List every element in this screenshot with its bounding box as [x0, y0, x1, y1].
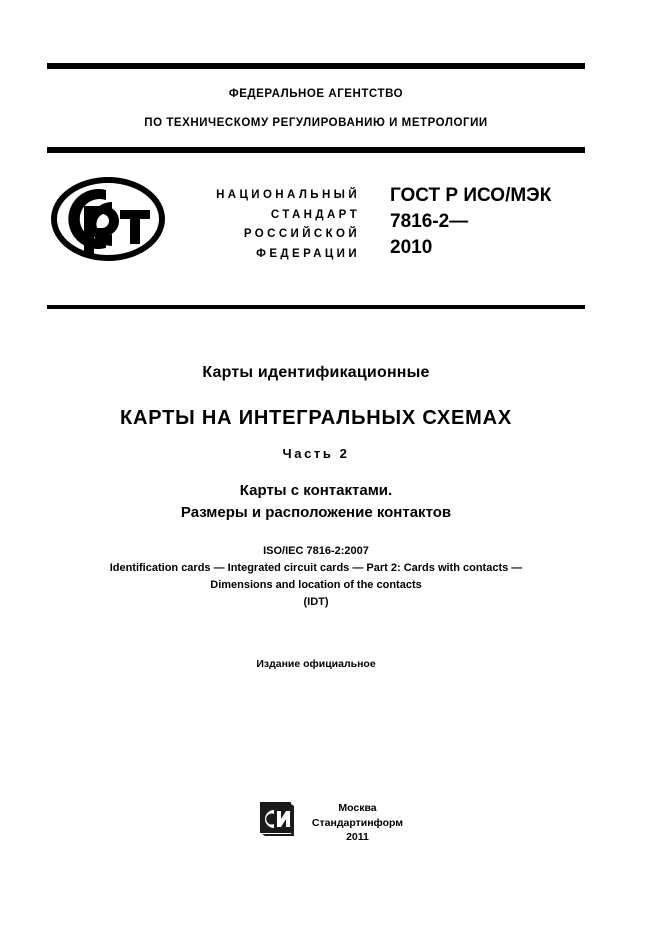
federal-agency-line-1: ФЕДЕРАЛЬНОЕ АГЕНТСТВО [228, 88, 404, 100]
gost-r-logo [50, 176, 166, 262]
federal-agency-line-2: ПО ТЕХНИЧЕСКОМУ РЕГУЛИРОВАНИЮ И МЕТРОЛОГИИ [144, 117, 488, 129]
standartinform-logo [258, 800, 296, 840]
national-standard-line-3: РОССИЙСКОЙ [243, 228, 360, 240]
header-rule-top [47, 63, 585, 69]
national-standard-label [150, 186, 360, 264]
document-description-line-1: Карты с контактами. [239, 482, 393, 499]
english-title-line-1: Identification cards — Integrated circuit cards — Part 2: Cards with contacts — [109, 562, 523, 574]
document-main-title: КАРТЫ НА ИНТЕГРАЛЬНЫХ СХЕМАХ [119, 407, 513, 429]
standard-designation-line-3: 2010 [390, 237, 433, 258]
english-equivalent-block [47, 543, 585, 611]
standard-designation [390, 183, 590, 261]
header-rule-second [47, 147, 585, 153]
document-subtitle: Карты идентификационные [202, 364, 430, 381]
document-description-line-2: Размеры и расположение контактов [180, 504, 452, 521]
official-edition-label: Издание официальное [256, 658, 376, 670]
publisher-city: Москва [338, 802, 377, 814]
standard-designation-line-1: ГОСТ Р ИСО/МЭК [390, 185, 552, 206]
national-standard-line-2: СТАНДАРТ [270, 208, 360, 221]
english-standard-number: ISO/IEC 7816-2:2007 [263, 545, 369, 557]
publisher-block [0, 800, 661, 845]
standard-designation-line-2: 7816-2— [390, 211, 469, 232]
national-standard-line-4: ФЕДЕРАЦИИ [256, 247, 360, 260]
header-rule-third [47, 305, 585, 309]
publisher-name: Стандартинформ [311, 816, 404, 829]
document-part-label: Часть 2 [282, 446, 350, 461]
publisher-year: 2011 [346, 831, 369, 843]
english-equivalence-degree: (IDT) [303, 596, 329, 608]
publisher-text [312, 800, 403, 845]
national-standard-line-1: НАЦИОНАЛЬНЫЙ [216, 189, 360, 201]
english-title-line-2: Dimensions and location of the contacts [210, 579, 422, 591]
document-description [47, 480, 585, 524]
